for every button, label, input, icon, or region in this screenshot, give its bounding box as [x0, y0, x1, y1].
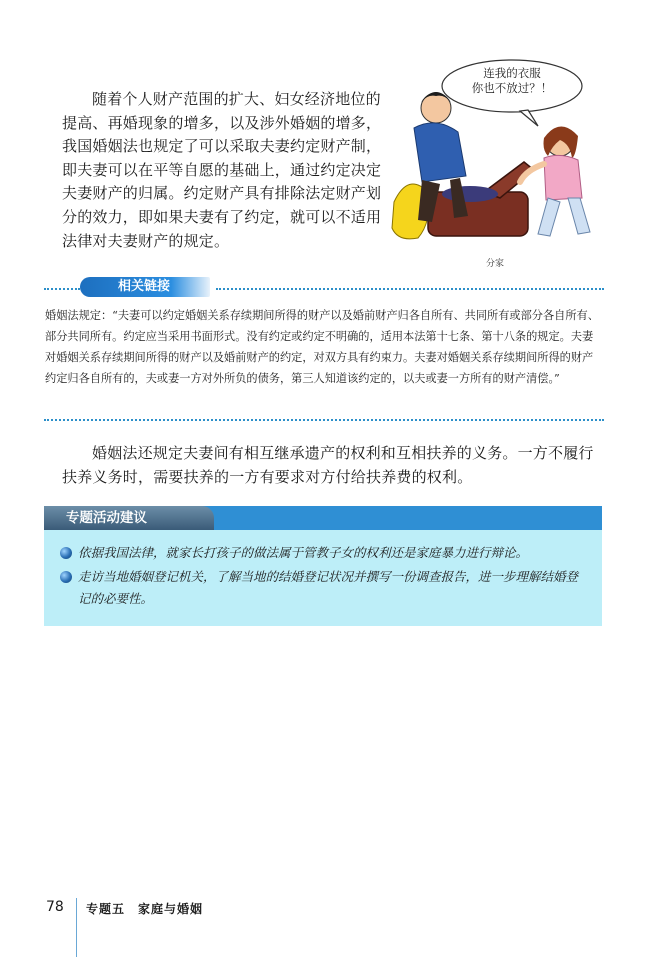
divider-dots-left [44, 288, 80, 290]
intro-paragraph: 随着个人财产范围的扩大、妇女经济地位的提高、再婚现象的增多，以及涉外婚姻的增多，我国婚姻法也规定了可以采取夫妻约定财产制，即夫妻可以在平等自愿的基础上，通过约定决定夫妻财产的归属。约定财产具有排除法定财产划分的效力，即如果夫妻有了约定，就可以不适用法律对夫妻财产的规定。 [62, 90, 382, 250]
speech-line-1: 连我的衣服 [483, 66, 541, 80]
activity-item [78, 566, 578, 610]
divider-dots-bottom [44, 419, 604, 421]
related-link-text: 婚姻法规定：“夫妻可以约定婚姻关系存续期间所得的财产以及婚前财产归各自所有、共同所有或部分各自所有、部分共同所有。约定应当采用书面形式。没有约定或约定不明确的，适用本法第十七条、第十八条的规定。夫妻对婚姻关系存续期间所得的财产以及婚前财产的约定，对双方具有约束力。夫妻对婚姻关系存续期间所得的财产约定归各自所有的，夫或妻一方对外所负的债务，第三人知道该约定的，以夫或妻一方所有的财产清偿。” [45, 309, 599, 385]
speech-line-2: 你也不放过？！ [471, 81, 553, 95]
activity-title: 专题活动建议 [44, 506, 214, 530]
activity-header [44, 506, 602, 530]
illustration-caption: 分家 [486, 259, 505, 269]
bullet-icon [60, 571, 72, 583]
footer-divider [76, 898, 77, 957]
activity-item-text: 走访当地婚姻登记机关，了解当地的结婚登记状况并撰写一份调查报告，进一步理解结婚登记的必要性。 [78, 569, 579, 606]
related-link-label: 相关链接 [80, 277, 210, 297]
divider-dots-right [216, 288, 604, 290]
second-paragraph: 婚姻法还规定夫妻间有相互继承遗产的权利和互相扶养的义务。一方不履行扶养义务时，需要扶养的一方有要求对方付给扶养费的权利。 [62, 444, 594, 486]
activity-box [44, 506, 602, 626]
activity-body [44, 530, 602, 626]
related-link-header [44, 277, 604, 299]
activity-item-text: 依据我国法律，就家长打孩子的做法属于管教子女的权利还是家庭暴力进行辩论。 [78, 545, 529, 560]
bullet-icon [60, 547, 72, 559]
activity-item [78, 542, 578, 564]
speech-bubble-text [452, 66, 572, 96]
chapter-title: 专题五 家庭与婚姻 [86, 902, 204, 916]
page-number: 78 [46, 899, 64, 915]
